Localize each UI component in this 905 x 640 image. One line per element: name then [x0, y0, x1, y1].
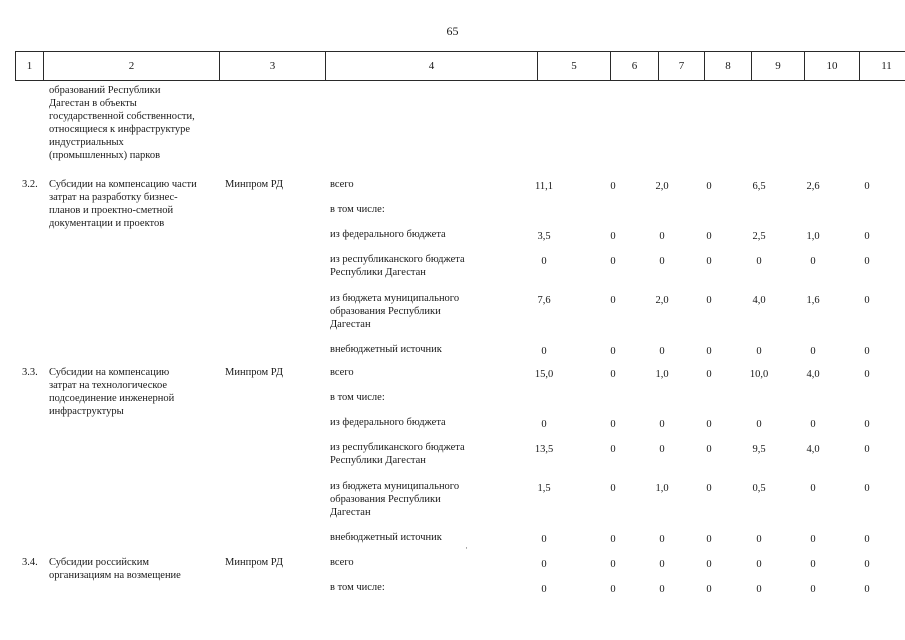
value-cell: 0 [810, 559, 816, 570]
value-cell: 0,5 [752, 483, 766, 494]
value-cell: 1,6 [806, 295, 820, 306]
value-cell: 0 [610, 346, 616, 357]
value-cell: 0 [756, 256, 762, 267]
continuation-text: образований Республики Дагестан в объекты государственной собственности, относящиеся к инфраструктуре индустриальных (промышленных) парков [49, 85, 195, 161]
value-cell: 0 [610, 231, 616, 242]
value-cell: 1,0 [655, 369, 669, 380]
column-header: 8 [705, 52, 752, 81]
value-cell: 0 [610, 483, 616, 494]
funding-source: всего [330, 557, 354, 568]
row-number: 3.3. [22, 367, 38, 378]
value-cell: 0 [610, 369, 616, 380]
column-header: 1 [16, 52, 44, 81]
value-cell: 3,5 [537, 231, 551, 242]
row-number: 3.2. [22, 179, 38, 190]
value-cell: 2,0 [655, 181, 669, 192]
value-cell: 0 [659, 534, 665, 545]
value-cell: 0 [864, 419, 870, 430]
value-cell: 0 [706, 295, 712, 306]
value-cell: 0 [756, 419, 762, 430]
value-cell: 0 [864, 346, 870, 357]
page-number: 65 [446, 24, 459, 38]
value-cell: 0 [864, 483, 870, 494]
funding-source: из бюджета муниципального образования Республики Дагестан [330, 481, 460, 518]
value-cell: 15,0 [534, 369, 554, 380]
row-number: 3.4. [22, 557, 38, 568]
column-header: 9 [752, 52, 805, 81]
column-header: 5 [538, 52, 611, 81]
scan-mark: · [465, 543, 468, 553]
value-cell: 0 [706, 231, 712, 242]
value-cell: 2,6 [806, 181, 820, 192]
value-cell: 0 [706, 534, 712, 545]
executor: Минпром РД [225, 557, 283, 568]
value-cell: 0 [864, 181, 870, 192]
value-cell: 0 [610, 584, 616, 595]
value-cell: 0 [659, 584, 665, 595]
funding-source: всего [330, 367, 354, 378]
column-header: 2 [44, 52, 220, 81]
measure-name: Субсидии на компенсацию части затрат на разработку бизнес- планов и проектно-сметной документации и проектов [49, 179, 197, 229]
value-cell: 0 [864, 231, 870, 242]
value-cell: 0 [541, 534, 547, 545]
funding-source: в том числе: [330, 204, 385, 215]
value-cell: 0 [610, 419, 616, 430]
value-cell: 0 [610, 444, 616, 455]
funding-source: внебюджетный источник [330, 344, 442, 355]
value-cell: 4,0 [752, 295, 766, 306]
value-cell: 0 [659, 346, 665, 357]
value-cell: 0 [659, 444, 665, 455]
value-cell: 0 [610, 256, 616, 267]
value-cell: 0 [706, 369, 712, 380]
value-cell: 1,0 [655, 483, 669, 494]
value-cell: 4,0 [806, 444, 820, 455]
column-header: 6 [611, 52, 659, 81]
value-cell: 0 [541, 559, 547, 570]
value-cell: 0 [810, 534, 816, 545]
value-cell: 0 [706, 256, 712, 267]
value-cell: 0 [610, 534, 616, 545]
value-cell: 11,1 [535, 181, 553, 192]
value-cell: 0 [610, 559, 616, 570]
value-cell: 0 [659, 419, 665, 430]
executor: Минпром РД [225, 179, 283, 190]
value-cell: 0 [864, 295, 870, 306]
column-header: 10 [805, 52, 860, 81]
value-cell: 0 [706, 419, 712, 430]
value-cell: 0 [864, 369, 870, 380]
value-cell: 4,0 [806, 369, 820, 380]
value-cell: 0 [864, 584, 870, 595]
value-cell: 0 [864, 444, 870, 455]
value-cell: 6,5 [752, 181, 766, 192]
column-header: 4 [326, 52, 538, 81]
funding-source: из федерального бюджета [330, 229, 446, 240]
column-header: 11 [860, 52, 905, 81]
value-cell: 0 [810, 256, 816, 267]
value-cell: 0 [610, 295, 616, 306]
value-cell: 0 [756, 346, 762, 357]
column-header-row [16, 52, 905, 81]
value-cell: 0 [810, 483, 816, 494]
executor: Минпром РД [225, 367, 283, 378]
value-cell: 0 [706, 559, 712, 570]
funding-source: из бюджета муниципального образования Республики Дагестан [330, 293, 460, 330]
value-cell: 0 [756, 584, 762, 595]
value-cell: 0 [541, 256, 547, 267]
value-cell: 1,0 [806, 231, 820, 242]
value-cell: 0 [756, 534, 762, 545]
value-cell: 9,5 [752, 444, 766, 455]
value-cell: 0 [810, 419, 816, 430]
value-cell: 0 [706, 444, 712, 455]
funding-source: внебюджетный источник [330, 532, 442, 543]
funding-source: из республиканского бюджета Республики Дагестан [330, 442, 465, 466]
value-cell: 0 [659, 256, 665, 267]
value-cell: 0 [810, 584, 816, 595]
funding-source: в том числе: [330, 392, 385, 403]
value-cell: 7,6 [537, 295, 551, 306]
value-cell: 0 [659, 231, 665, 242]
value-cell: 2,5 [752, 231, 766, 242]
funding-source: из республиканского бюджета Республики Дагестан [330, 254, 465, 278]
value-cell: 0 [541, 419, 547, 430]
value-cell: 0 [756, 559, 762, 570]
column-header: 7 [659, 52, 705, 81]
value-cell: 0 [864, 534, 870, 545]
column-header: 3 [220, 52, 326, 81]
value-cell: 10,0 [749, 369, 769, 380]
value-cell: 13,5 [534, 444, 554, 455]
value-cell: 0 [706, 181, 712, 192]
column-header-table [15, 51, 905, 81]
value-cell: 2,0 [655, 295, 669, 306]
value-cell: 1,5 [537, 483, 551, 494]
value-cell: 0 [864, 256, 870, 267]
value-cell: 0 [810, 346, 816, 357]
value-cell: 0 [610, 181, 616, 192]
value-cell: 0 [864, 559, 870, 570]
value-cell: 0 [659, 559, 665, 570]
funding-source: всего [330, 179, 354, 190]
value-cell: 0 [541, 346, 547, 357]
measure-name: Субсидии на компенсацию затрат на технологическое подсоединение инженерной инфраструктуры [49, 367, 175, 417]
measure-name: Субсидии российским организациям на возмещение [49, 557, 181, 581]
value-cell: 0 [541, 584, 547, 595]
funding-source: в том числе: [330, 582, 385, 593]
value-cell: 0 [706, 483, 712, 494]
funding-source: из федерального бюджета [330, 417, 446, 428]
value-cell: 0 [706, 346, 712, 357]
value-cell: 0 [706, 584, 712, 595]
